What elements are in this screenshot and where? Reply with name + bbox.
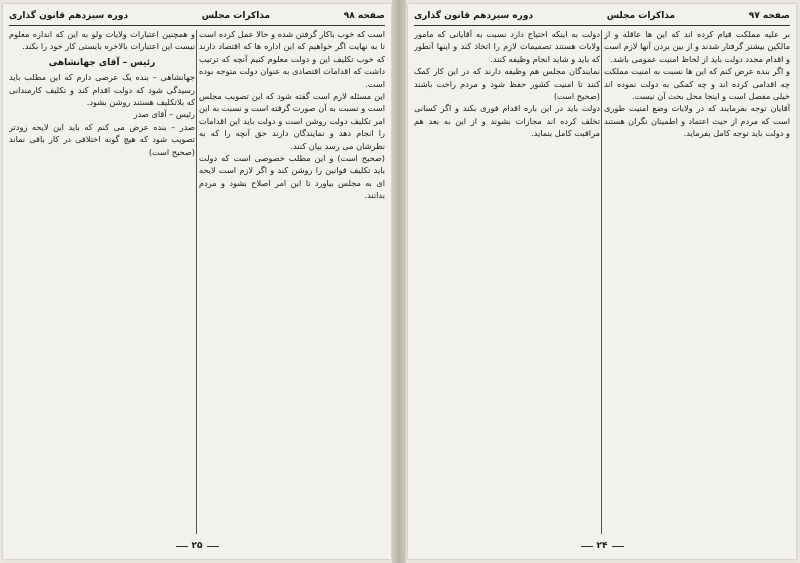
column-divider [601,30,602,534]
page-number-label: صفحه ۹۷ [748,11,790,21]
paragraph: بر علیه مملکت قیام کرده اند که این ها عاقله و از مالکین بیشتر گرفتار شدند و از بین بردن آنها لازم است و اقدام مجدد دولت باید از لحاظ امنیت عمومی باشد. [604,29,790,64]
page-right [408,4,796,559]
header-title: مذاکرات مجلس [201,11,271,21]
session-title: دوره سیزدهم قانون گذاری [9,11,129,21]
column-divider [196,30,197,534]
header-rule [9,25,385,26]
page-footer [408,539,796,553]
page-number: ۲۵ [191,541,203,551]
paragraph: و اگر بنده عرض کنم که این ها نسبت به امنیت مملکت چه اقدامی کرده اند و چه کمکی به دولت نموده اند خیلی مفصل است و اینجا محل بحث آن نیست. [604,66,790,102]
paragraph: جهانشاهی – بنده یک عرضی دارم که این مطلب باید رسیدگی شود که دولت اقدام کند و تکلیف کارمندانی که بلاتکلیف هستند روشن بشود. [9,72,195,108]
header-title: مذاکرات مجلس [606,11,676,21]
paragraph: (صحیح است) و این مطلب خصوصی است که دولت باید تکلیف قوانین را روشن کند و اگر لازم است لایحه ای به مجلس بیاورد تا این امر اصلاح بشود و مردم بدانند. [199,153,385,201]
page-left [3,4,391,559]
paragraph: صدر – بنده عرض می کنم که باید این لایحه زودتر تصویب شود که هیچ گونه اختلافی در کار باقی نماند (صحیح است) [9,121,195,157]
text-column-left [414,28,600,536]
text-column-left [9,28,195,536]
paragraph: نمایندگان مجلس هم وظیفه دارند که در این کار کمک کنند تا امنیت کشور حفظ شود و مردم راحت باشند (صحیح است) [414,66,600,102]
page-header [9,8,385,24]
paragraph: آقایان توجه بفرمایند که در ولایات وضع امنیت طوری است که مردم از حیث اعتماد و اطمینان نگران هستند و دولت باید توجه کامل بفرماید. [604,103,790,139]
book-gutter [392,0,406,563]
paragraph: این مسئله لازم است گفته شود که این تصویب مجلس است و نسبت به آن صورت گرفته است و نسبت به این امر تکلیف دولت روشن است و دولت باید این اقدامات را انجام دهد و نمایندگان دارند حق آنچه را که به نظرشان می رسد بیان کنند. [199,91,385,151]
page-number-label: صفحه ۹۸ [343,11,385,21]
text-column-right [199,28,385,536]
page-number: ۲۴ [596,541,608,551]
text-column-right [604,28,790,536]
paragraph: و همچنین اعتبارات ولایات ولو به این که اندازه معلوم نیست این اعتبارات بالاخره بایستی کار خود را بکند. [9,29,195,52]
page-header [414,8,790,24]
section-heading: رئیس – آقای جهانشاهی [48,57,156,68]
session-title: دوره سیزدهم قانون گذاری [414,11,534,21]
header-rule [414,25,790,26]
paragraph: است که خوب باکار گرفتن شده و حالا عمل کرده است تا به نهایت اگر خواهیم که این اداره ها که اقتصاد دارند که خوب تکلیف این و دولت معلوم کنیم آنچه که ترتیب داشت که اقدامات اقتصادی به عنوان دولت متوجه بوده است. [199,29,385,89]
page-footer [3,539,391,553]
paragraph: دولت به اینکه احتیاج دارد نسبت به آقایانی که مامور ولایات هستند تصمیمات لازم را اتخاذ کند و اینها آنطور که باید و شاید انجام وظیفه کنند. [414,29,600,64]
paragraph: رئیس – آقای صدر [133,109,195,120]
paragraph: دولت باید در این باره اقدام فوری بکند و اگر کسانی تخلف کرده اند مجازات بشوند و از این به بعد هم مراقبت کامل بنماید. [414,103,600,139]
